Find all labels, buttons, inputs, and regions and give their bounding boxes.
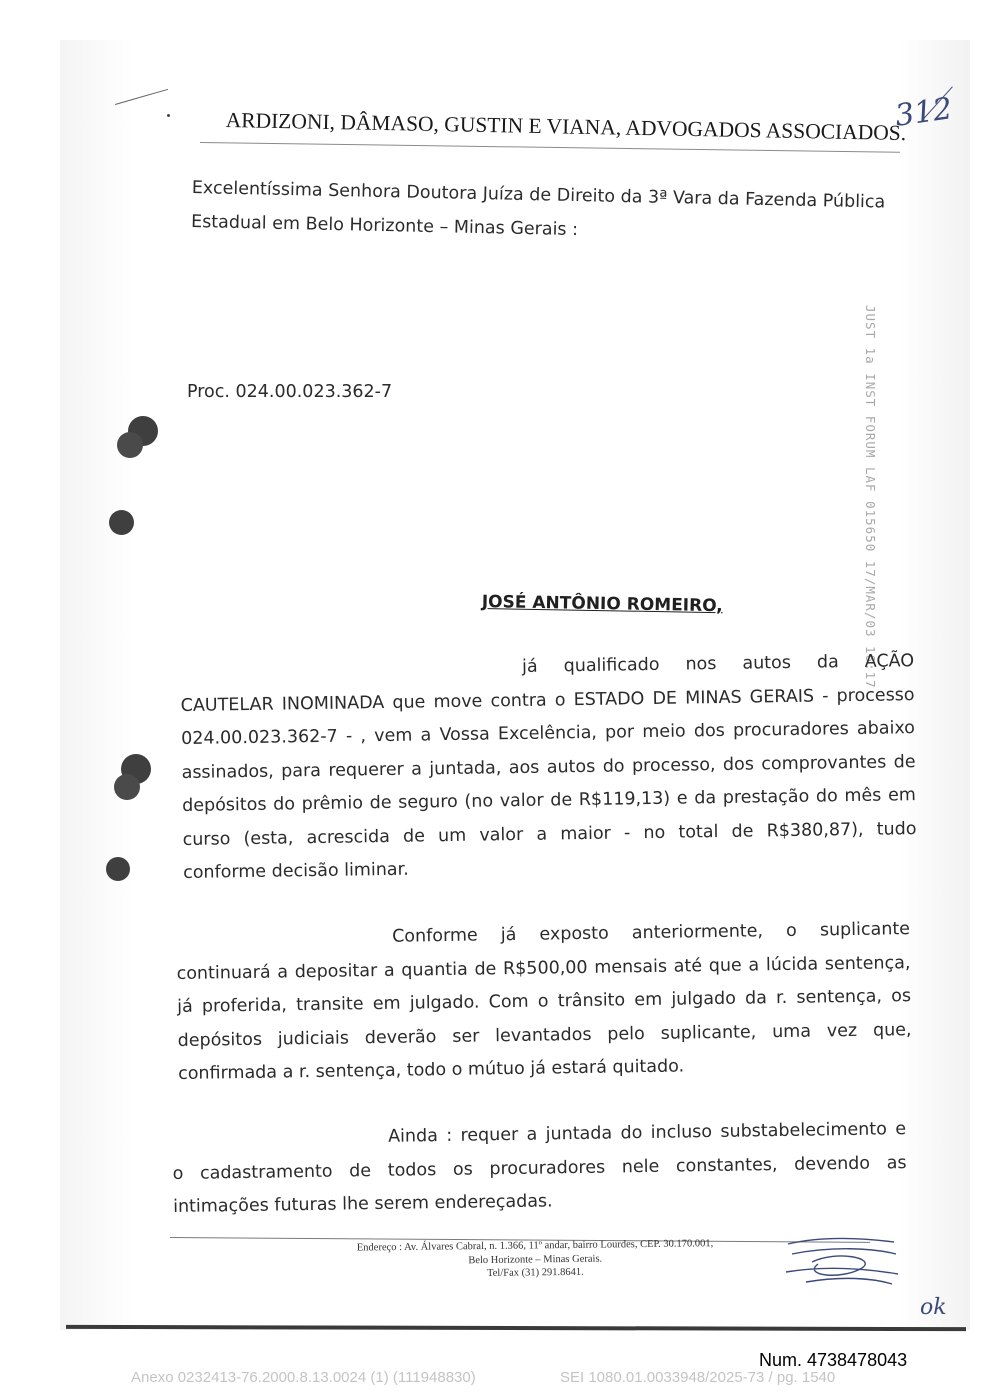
word: que [708, 955, 742, 976]
footer-address [320, 1237, 750, 1283]
word: o [537, 991, 549, 1012]
word: até [673, 955, 703, 977]
word: maior [560, 823, 611, 844]
word: devendo [793, 1153, 871, 1175]
word: assinados, [181, 761, 274, 783]
word: procuradores [489, 1157, 606, 1179]
word: anteriormente, [631, 921, 764, 944]
word: o [785, 920, 797, 941]
word: que [392, 691, 426, 713]
word: substabelecimento [720, 1119, 888, 1142]
word: por [604, 722, 635, 743]
word: - [345, 726, 353, 747]
word: Vossa [439, 724, 490, 746]
word: já [521, 656, 538, 677]
protocol-stamp: JUST 1a INST FORUM LAF 015650 17/MAR/03 16:17 [863, 305, 878, 689]
word: CAUTELAR [180, 694, 274, 716]
word: ESTADO [573, 688, 645, 710]
word: procuradores [732, 719, 849, 741]
letterhead-firm-name: ARDIZONI, DÂMASO, GUSTIN E VIANA, ADVOGADOS ASSOCIADOS. [225, 108, 907, 146]
word: em [887, 785, 917, 806]
word: prêmio [301, 793, 364, 815]
punch-hole [109, 510, 134, 535]
word: da [694, 788, 717, 809]
word: contra [490, 690, 547, 711]
word: as [886, 1152, 907, 1173]
word: proferida, [201, 995, 288, 1017]
footer-address-line: Endereço : Av. Álvares Cabral, n. 1.366, 11º andar, bairro Lourdes, CEP. 30.170.001, [356, 1238, 714, 1254]
word: pelo [607, 1023, 645, 1045]
text-line: confirmada a r. sentença, todo o mútuo já estará quitado. [177, 1056, 685, 1084]
word: incluso [650, 1121, 713, 1143]
word: quantia [401, 959, 468, 981]
word: GERAIS [749, 686, 815, 708]
word: r. [775, 987, 788, 1009]
word: valor [479, 824, 524, 846]
word: cadastramento [199, 1161, 333, 1184]
word: os [452, 1159, 473, 1180]
word: comprovantes [761, 752, 887, 774]
word: DE [652, 688, 678, 709]
word: uma [771, 1021, 812, 1042]
word: da [816, 652, 839, 673]
addressee-line: Estadual em Belo Horizonte – Minas Gerais : [190, 211, 579, 241]
word: do [602, 755, 625, 777]
word: R$500,00 [502, 957, 588, 979]
word: suplicante [819, 919, 911, 941]
word: : [446, 1125, 453, 1146]
word: em [372, 993, 401, 1015]
word: seguro [398, 791, 458, 813]
paragraph-deposits [176, 919, 912, 1097]
word: ser [452, 1026, 480, 1047]
word: mês [844, 785, 882, 807]
word: todos [387, 1159, 437, 1181]
word: - [822, 685, 829, 706]
word: a [277, 961, 289, 983]
word: nele [621, 1156, 660, 1177]
word: de [369, 792, 392, 814]
word: curso [182, 828, 231, 850]
word: dos [693, 720, 725, 742]
word: em [634, 989, 663, 1011]
word: valor [499, 790, 544, 812]
word: de [474, 958, 497, 980]
word: MINAS [685, 687, 742, 709]
word: depósitos [177, 1029, 263, 1051]
word: o [172, 1163, 184, 1184]
paragraph-substitution [172, 1119, 907, 1230]
footer-phone: Tel/Fax (31) 291.8641. [486, 1266, 584, 1279]
word: autos [742, 652, 792, 674]
word: AÇÃO [864, 651, 915, 672]
word: prestação [722, 786, 810, 808]
handwritten-page-number: 312 [892, 91, 955, 134]
word: que, [872, 1019, 912, 1041]
annex-watermark: Anexo 0232413-76.2000.8.13.0024 (1) (111948830) [131, 1369, 476, 1386]
word: move [433, 691, 483, 712]
word: nos [685, 654, 717, 675]
word: vem [374, 725, 413, 747]
document-number: Num. 4738478043 [759, 1350, 908, 1370]
word: juntada, [429, 757, 502, 779]
word: continuará [176, 962, 271, 984]
word: abaixo [856, 718, 916, 739]
footer-address-line: Belo Horizonte – Minas Gerais. [468, 1253, 603, 1266]
word: do [273, 794, 296, 815]
word: R$119,13) [578, 788, 671, 811]
word: e [895, 1119, 907, 1140]
word: constantes, [675, 1154, 778, 1177]
word: depositar [294, 960, 378, 982]
word: a [526, 1124, 538, 1145]
word: Com [488, 991, 529, 1013]
handwritten-ok: ok [920, 1295, 947, 1320]
word: de [349, 1160, 372, 1181]
word: do [815, 786, 838, 807]
word: requerer [328, 759, 404, 781]
word: dos [722, 753, 755, 775]
punch-hole [114, 774, 140, 800]
word: tudo [876, 818, 917, 840]
text-line: intimações futuras lhe serem endereçadas. [172, 1191, 553, 1217]
word: sentença, [824, 952, 911, 974]
word: (no [464, 791, 494, 812]
word: já [500, 924, 517, 946]
punch-hole [117, 432, 143, 458]
word: requer [460, 1124, 519, 1146]
word: trânsito [557, 990, 626, 1012]
word: juntada [545, 1123, 613, 1145]
word: de [893, 751, 916, 772]
word: transite [295, 994, 364, 1016]
word: levantados [495, 1024, 592, 1046]
word: judiciais [277, 1027, 350, 1050]
word: o [554, 689, 566, 710]
word: lúcida [765, 953, 819, 975]
word: a [420, 725, 432, 746]
word: aos [508, 757, 540, 778]
word: processo, [631, 754, 716, 776]
addressee-line: Excelentíssima Senhora Doutora Juíza de Direito da 3ª Vara da Fazenda Pública [191, 178, 886, 213]
sei-watermark: SEI 1080.01.0033948/2025-73 / pg. 1540 [560, 1369, 836, 1386]
word: exposto [539, 923, 609, 945]
word: R$380,87), [766, 819, 864, 841]
word: (esta, [243, 827, 294, 849]
word: de [402, 825, 426, 847]
word: já [176, 996, 193, 1017]
word: mensais [594, 956, 668, 978]
word: para [281, 760, 322, 782]
word: deverão [364, 1026, 437, 1048]
word: acrescida [306, 826, 391, 848]
word: depósitos [181, 794, 267, 816]
word: Excelência, [497, 722, 598, 745]
word: suplicante, [660, 1021, 757, 1044]
word: autos [546, 756, 596, 778]
word: , [360, 726, 367, 747]
word: do [620, 1123, 643, 1144]
word: total [678, 821, 719, 843]
word: 024.00.023.362-7 [180, 726, 338, 749]
pen-dot [167, 114, 170, 117]
process-reference: Proc. 024.00.023.362-7 [187, 382, 393, 402]
word: os [891, 986, 912, 1007]
word: Conforme [391, 925, 478, 947]
word: a [748, 954, 760, 976]
word: de [550, 790, 573, 811]
word: a [536, 824, 548, 845]
word: meio [642, 721, 686, 743]
word: um [437, 825, 467, 846]
word: INOMINADA [281, 692, 385, 714]
word: - [623, 822, 631, 843]
word: processo [836, 684, 915, 706]
word: Ainda [387, 1126, 439, 1147]
word: no [643, 822, 666, 843]
addressee [191, 180, 886, 263]
word: julgado [671, 988, 736, 1010]
word: da [744, 988, 768, 1009]
word: a [411, 758, 423, 780]
word: de [731, 821, 754, 842]
word: sentença, [796, 986, 883, 1008]
punch-hole [106, 857, 130, 881]
paragraph-request [180, 651, 917, 896]
signature [782, 1232, 900, 1288]
word: vez [826, 1020, 858, 1041]
word: qualificado [563, 654, 660, 677]
text-line: conforme decisão liminar. [182, 859, 409, 883]
word: a [383, 960, 395, 981]
word: e [676, 788, 688, 809]
word: julgado. [409, 992, 480, 1014]
party-name: JOSÉ ANTÔNIO ROMEIRO, [481, 592, 723, 617]
